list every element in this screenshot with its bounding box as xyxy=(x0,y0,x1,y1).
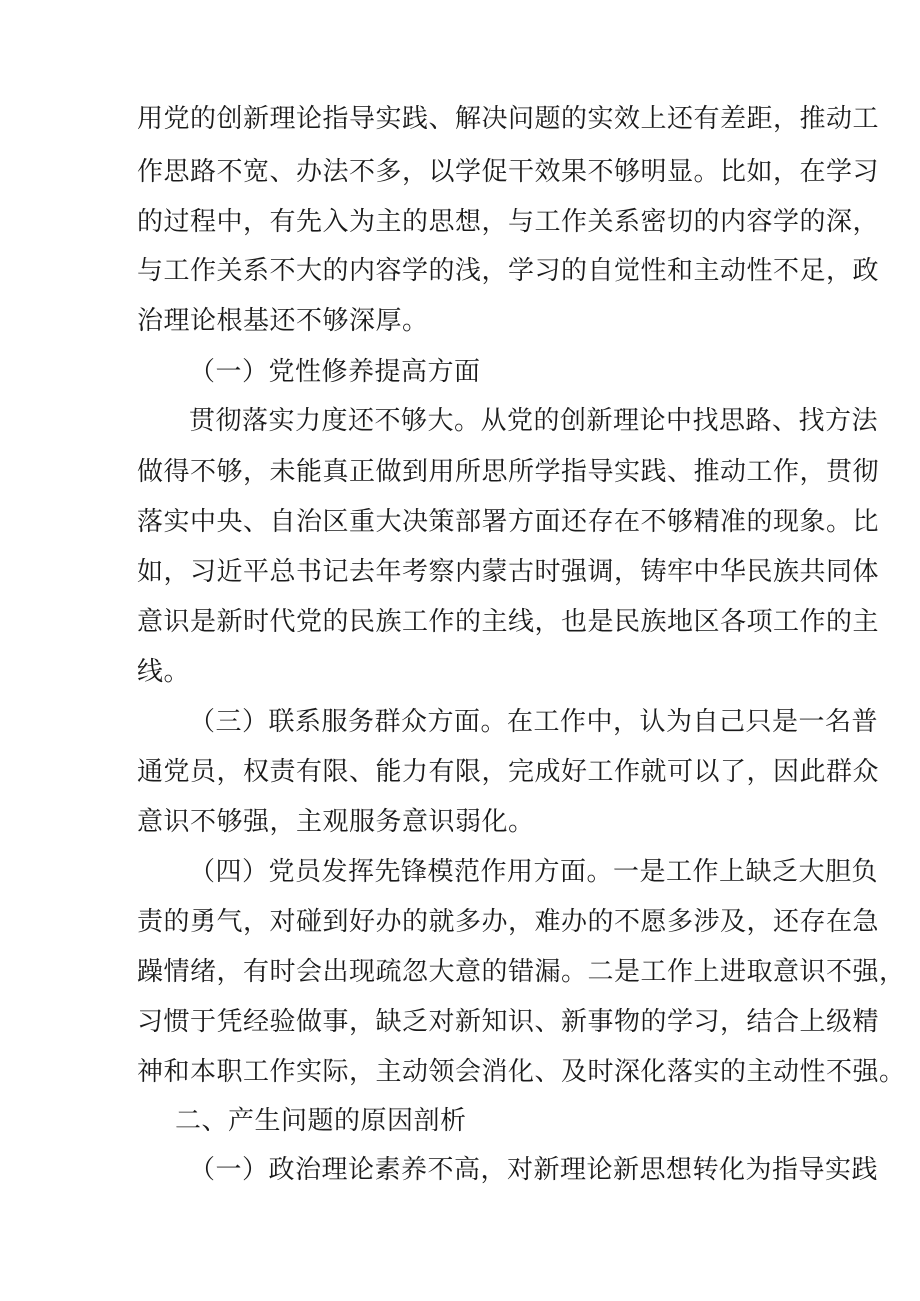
paragraph-2-line-2: 落实中央、自治区重大决策部署方面还存在不够精准的现象。比 xyxy=(137,507,880,537)
paragraph-0-line-1: 作思路不宽、办法不多，以学促干效果不够明显。比如，在学习 xyxy=(137,157,880,187)
section-heading-party-spirit: （一）党性修养提高方面 xyxy=(189,357,481,387)
paragraph-6-line-0: （一）政治理论素养不高，对新理论新思想转化为指导实践 xyxy=(189,1155,879,1185)
paragraph-3-line-1: 通党员，权责有限、能力有限，完成好工作就可以了，因此群众 xyxy=(137,757,880,787)
paragraph-4-line-3: 习惯于凭经验做事，缺乏对新知识、新事物的学习，结合上级精 xyxy=(137,1007,880,1037)
paragraph-2-line-4: 意识是新时代党的民族工作的主线，也是民族地区各项工作的主 xyxy=(137,607,880,637)
paragraph-4-line-2: 躁情绪，有时会出现疏忽大意的错漏。二是工作上进取意识不强， xyxy=(137,957,906,987)
paragraph-0-line-3: 与工作关系不大的内容学的浅，学习的自觉性和主动性不足，政 xyxy=(137,256,880,286)
paragraph-2-line-3: 如，习近平总书记去年考察内蒙古时强调，铸牢中华民族共同体 xyxy=(137,557,880,587)
paragraph-3-line-2: 意识不够强，主观服务意识弱化。 xyxy=(137,807,535,837)
paragraph-2-line-5: 线。 xyxy=(137,657,191,687)
paragraph-2-line-1: 做得不够，未能真正做到用所思所学指导实践、推动工作，贯彻 xyxy=(137,457,880,487)
paragraph-0-line-2: 的过程中，有先入为主的思想，与工作关系密切的内容学的深， xyxy=(137,207,880,237)
paragraph-4-line-1: 责的勇气，对碰到好办的就多办，难办的不愿多涉及，还存在急 xyxy=(137,907,880,937)
paragraph-0-line-4: 治理论根基还不够深厚。 xyxy=(137,306,429,336)
section-heading-cause-analysis: 二、产生问题的原因剖析 xyxy=(175,1106,467,1136)
paragraph-4-line-4: 神和本职工作实际，主动领会消化、及时深化落实的主动性不强。 xyxy=(137,1057,906,1087)
paragraph-4-line-0: （四）党员发挥先锋模范作用方面。一是工作上缺乏大胆负 xyxy=(189,857,879,887)
paragraph-0-line-0: 用党的创新理论指导实践、解决问题的实效上还有差距，推动工 xyxy=(137,104,880,134)
paragraph-2-line-0: 贯彻落实力度还不够大。从党的创新理论中找思路、找方法 xyxy=(189,406,879,436)
paragraph-3-line-0: （三）联系服务群众方面。在工作中，认为自己只是一名普 xyxy=(189,707,879,737)
